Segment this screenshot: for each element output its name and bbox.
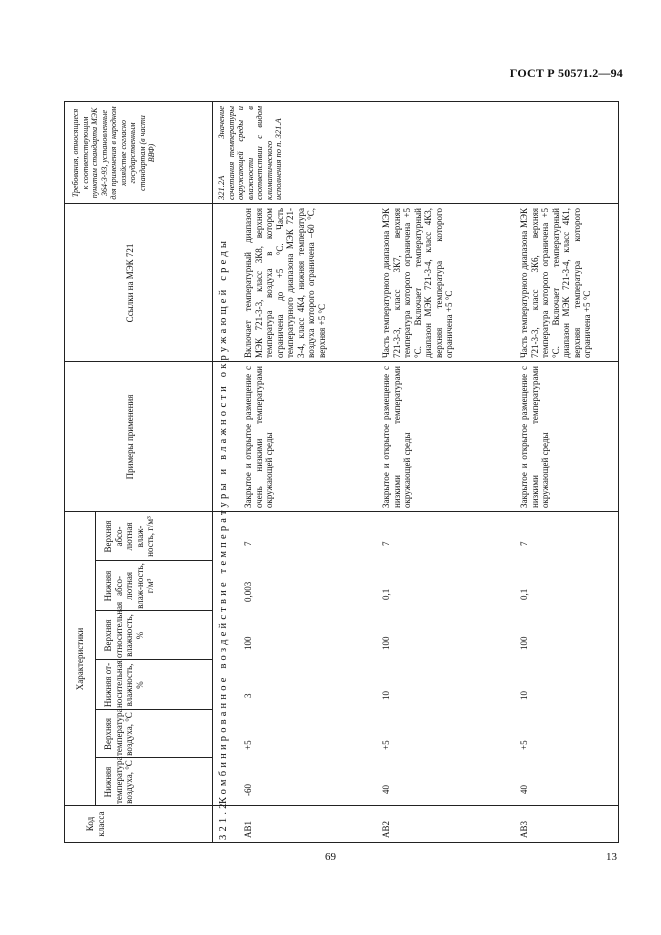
row-ab1-refs: Включает температурный диапазон МЭК 721-3-3, класс 3К8, верхняя температура воздуха в котором ограничена до +5 °С. Часть температурного диапазона МЭК 721-3-4, класс 4К4, нижняя температура воздуха которого ограничена –60 °С, верхняя +5 °С [243,208,327,358]
row-ab1-rh-low: 3 [243,693,253,698]
row-ab2-rh-low: 10 [381,691,391,700]
col-divider-7 [65,511,618,512]
header-t-low: Нижняя температура воздуха, °С [103,756,134,804]
col-divider-5 [95,610,212,611]
row-ab3-t-low: 40 [519,785,529,794]
row-ab2-code: АВ2 [381,820,391,838]
col-divider-3 [95,709,212,710]
col-divider-4 [95,659,212,660]
header-class-code: Код класса [85,811,106,837]
row-ab3-ah-low: 0,1 [519,588,529,600]
row-ab2-refs: Часть температурного диапазона МЭК 721-3-3, класс 3К7, верхняя температура которого ограничена +5 °С. Включает температурный диапазон МЭК 721-3-4, класс 4К3, верхняя температура которого ограничена +5 °С [381,208,454,358]
header-ah-high: Верхняя абсо-лютная влаж-ность, г/м³ [103,516,155,557]
row-ab2-t-high: +5 [381,740,391,750]
col-divider-8 [65,361,618,362]
row-ab1-t-low: -60 [243,784,253,796]
section-title: Комбинированное воздействие температуры и влажности окружающей среды [218,237,229,804]
requirements-table [64,101,619,843]
row-ab3-t-high: +5 [519,740,529,750]
row-ab3-refs: Часть температурного диапазона МЭК 721-3-3, класс 3К6, верхняя температура которого ограничена +5 °С. Включает температурный диапазон МЭК 721-3-4, класс 4К1, верхняя температура которого ограничена +5 °С [519,208,592,358]
header-ah-low: Нижняя абсо-лютная влаж-ность, г/м³ [103,563,155,609]
row-ab1-ah-high: 7 [243,541,253,546]
header-requirements: Требования, относящиеся к соответствующим пунктам стандарта МЭК 364-3-93, установленные для применения в народном хозяйстве согласно государственным стандартам (в части ВВФ) [71,106,156,200]
rotated-table-stage [65,102,618,842]
section-requirement: 321.2А Значение сочетания температуры окружающей среды и влажности в соответствии с видом климатического исполнения по п. 321.А [216,106,283,200]
header-characteristics: Характеристики [75,627,85,691]
row-ab2-ah-high: 7 [381,541,391,546]
col-divider-2 [95,757,212,758]
row-ab3-example: Закрытое и открытое размещение с низкими температурами окружающей среды [519,366,550,508]
col-divider-6 [95,560,212,561]
row-ab2-ah-low: 0,1 [381,588,391,600]
section-number: 321.2 [218,800,229,840]
row-ab1-t-high: +5 [243,740,253,750]
table-grid [65,102,618,842]
header-refs: Ссылки на МЭК 721 [125,243,135,323]
row-ab1-code: АВ1 [243,820,253,838]
page-number-outer: 13 [606,851,617,863]
page-number-inner: 69 [325,851,336,863]
row-ab3-rh-high: 100 [519,636,529,650]
row-ab1-ah-low: 0,003 [243,581,253,602]
col-divider-1 [65,805,618,806]
document-title: ГОСТ Р 50571.2—94 [509,66,623,80]
row-ab3-ah-high: 7 [519,541,529,546]
row-ab3-rh-low: 10 [519,691,529,700]
row-ab2-rh-high: 100 [381,636,391,650]
row-ab2-t-low: 40 [381,785,391,794]
row-ab3-code: АВ3 [519,820,529,838]
col-divider-9 [65,203,618,204]
row-ab1-rh-high: 100 [243,636,253,650]
header-t-high: Верхняя температура воздуха, °С [103,708,134,756]
row-ab2-example: Закрытое и открытое размещение с низкими температурами окружающей среды [381,366,412,508]
header-row-divider [212,102,213,842]
header-rh-high: Верхняя относительная влажность, % [103,601,145,658]
header-rh-low: Нижняя от-носительная влажность, % [103,660,145,708]
row-ab1-example: Закрытое и открытое размещение с очень низкими температурами окружающей среды [243,366,274,508]
header-examples: Примеры применения [125,394,135,480]
